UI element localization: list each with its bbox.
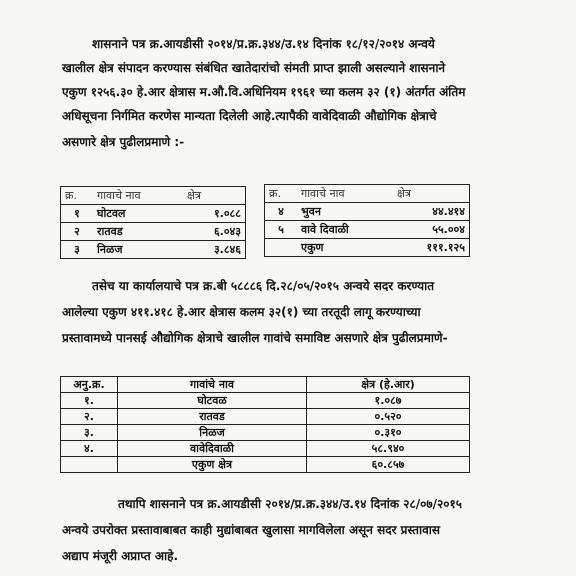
para1-line3: एकुण १२५६.३० हे.आर क्षेत्रास म.औ.वि.अधिनियम १९६१ च्या कलम ३२ (१) अंतर्गत अंतिम <box>62 85 466 99</box>
para1-line4: अधिसूचना निर्गमित करणेस मान्यता दिलेली आहे.त्यापैकी वावेदिवाळी औद्योगिक क्षेत्राचे <box>62 109 437 123</box>
cell-area: ०.३१० <box>307 425 470 441</box>
cell-empty <box>61 457 118 473</box>
col-header-area: क्षेत्र <box>183 187 246 205</box>
table-header <box>61 187 246 205</box>
cell-village: निळज <box>118 425 307 441</box>
table-total-row <box>61 457 470 473</box>
table-row <box>61 425 470 441</box>
para1-line5: असणारे क्षेत्र पुढीलप्रमाणे :- <box>62 135 185 149</box>
table-row <box>265 221 470 239</box>
table-row <box>61 205 246 223</box>
para3-line3: अद्याप मंजूरी अप्राप्त आहे. <box>62 549 179 563</box>
col-header-serial: अनु.क्र. <box>61 377 118 393</box>
cell-area: ४४.४१४ <box>393 203 470 221</box>
col-header-village: गावांचे नाव <box>118 377 307 393</box>
table-row <box>61 441 470 457</box>
cell-area: १.०८८ <box>183 205 246 223</box>
table-header <box>265 185 470 203</box>
cell-serial: २. <box>61 409 118 425</box>
cell-total-value: ६०.८५७ <box>307 457 470 473</box>
para3-line1: तथापि शासनाने पत्र क्र.आयडीसी २०१४/प्र.क्र.३४४/उ.१४ दिनांक २८/०७/२०१५ <box>118 497 462 511</box>
col-header-village: गावाचे नाव <box>93 187 183 205</box>
table-total-row <box>265 239 470 257</box>
cell-serial: १. <box>61 393 118 409</box>
cell-area: १.०८७ <box>307 393 470 409</box>
cell-serial: १ <box>61 205 94 223</box>
cell-total-label: एकुण <box>297 239 393 257</box>
cell-serial: ४ <box>265 203 298 221</box>
col-header-serial: क्र. <box>61 187 94 205</box>
cell-area: ०.५२० <box>307 409 470 425</box>
cell-village: भुवन <box>297 203 393 221</box>
col-header-area: क्षेत्र <box>393 185 470 203</box>
col-header-village: गावाचे नाव <box>297 185 393 203</box>
cell-serial: ३ <box>61 241 94 259</box>
col-header-area: क्षेत्र (हे.आर) <box>307 377 470 393</box>
table-row <box>265 203 470 221</box>
cell-serial: ३. <box>61 425 118 441</box>
proposal-area-table <box>60 376 470 473</box>
cell-village: वावे दिवाळी <box>297 221 393 239</box>
cell-serial: ४. <box>61 441 118 457</box>
cell-area: ५८.९४० <box>307 441 470 457</box>
table-row <box>61 241 246 259</box>
cell-village: रातवड <box>118 409 307 425</box>
cell-total-label: एकुण क्षेत्र <box>118 457 307 473</box>
cell-village: घोटवल <box>93 205 183 223</box>
para3-line2: अन्वये उपरोक्त प्रस्तावाबाबत काही मुद्यांबाबत खुलासा मागविलेला असून सदर प्रस्तावास <box>62 523 440 537</box>
cell-area: ५५.००४ <box>393 221 470 239</box>
table-row <box>61 393 470 409</box>
cell-area: ६.०४३ <box>183 223 246 241</box>
cell-village: घोटवळ <box>118 393 307 409</box>
col-header-serial: क्र. <box>265 185 298 203</box>
cell-village: निळज <box>93 241 183 259</box>
para1-line1: शासनाने पत्र क्र.आयडीसी २०१४/प्र.क्र.३४४/उ.१४ दिनांक १८/१२/२०१४ अन्वये <box>92 37 435 51</box>
table-header <box>61 377 470 393</box>
para2-line3: प्रस्तावामध्ये पानसई औद्योगिक क्षेत्राचे खालील गावांचे समाविष्ट असणारे क्षेत्र पुढीलप्रमाणे- <box>62 331 448 345</box>
table-row <box>61 409 470 425</box>
cell-village: रातवड <box>93 223 183 241</box>
para1-line2: खालील क्षेत्र संपादन करण्यास संबंधित खातेदारांचो संमती प्राप्त झाली असल्याने शासनाने <box>62 61 446 75</box>
table-row <box>61 223 246 241</box>
para2-line2: आलेल्या एकुण ४११.४१८ हे.आर क्षेत्रास कलम ३२(१) च्या तरतूदी लागू करण्याच्या <box>62 305 421 319</box>
cell-serial <box>265 239 298 257</box>
village-area-table-right <box>264 184 470 257</box>
cell-area: ३.८४६ <box>183 241 246 259</box>
para2-line1: तसेच या कार्यालयाचे पत्र क्र.बी ५८८८६ दि.२८/०५/२०१५ अन्वये सदर करण्यात <box>92 279 435 293</box>
cell-serial: २ <box>61 223 94 241</box>
cell-serial: ५ <box>265 221 298 239</box>
village-area-table-left <box>60 186 246 259</box>
cell-total-value: १११.१२५ <box>393 239 470 257</box>
cell-village: वावेदिवाळी <box>118 441 307 457</box>
